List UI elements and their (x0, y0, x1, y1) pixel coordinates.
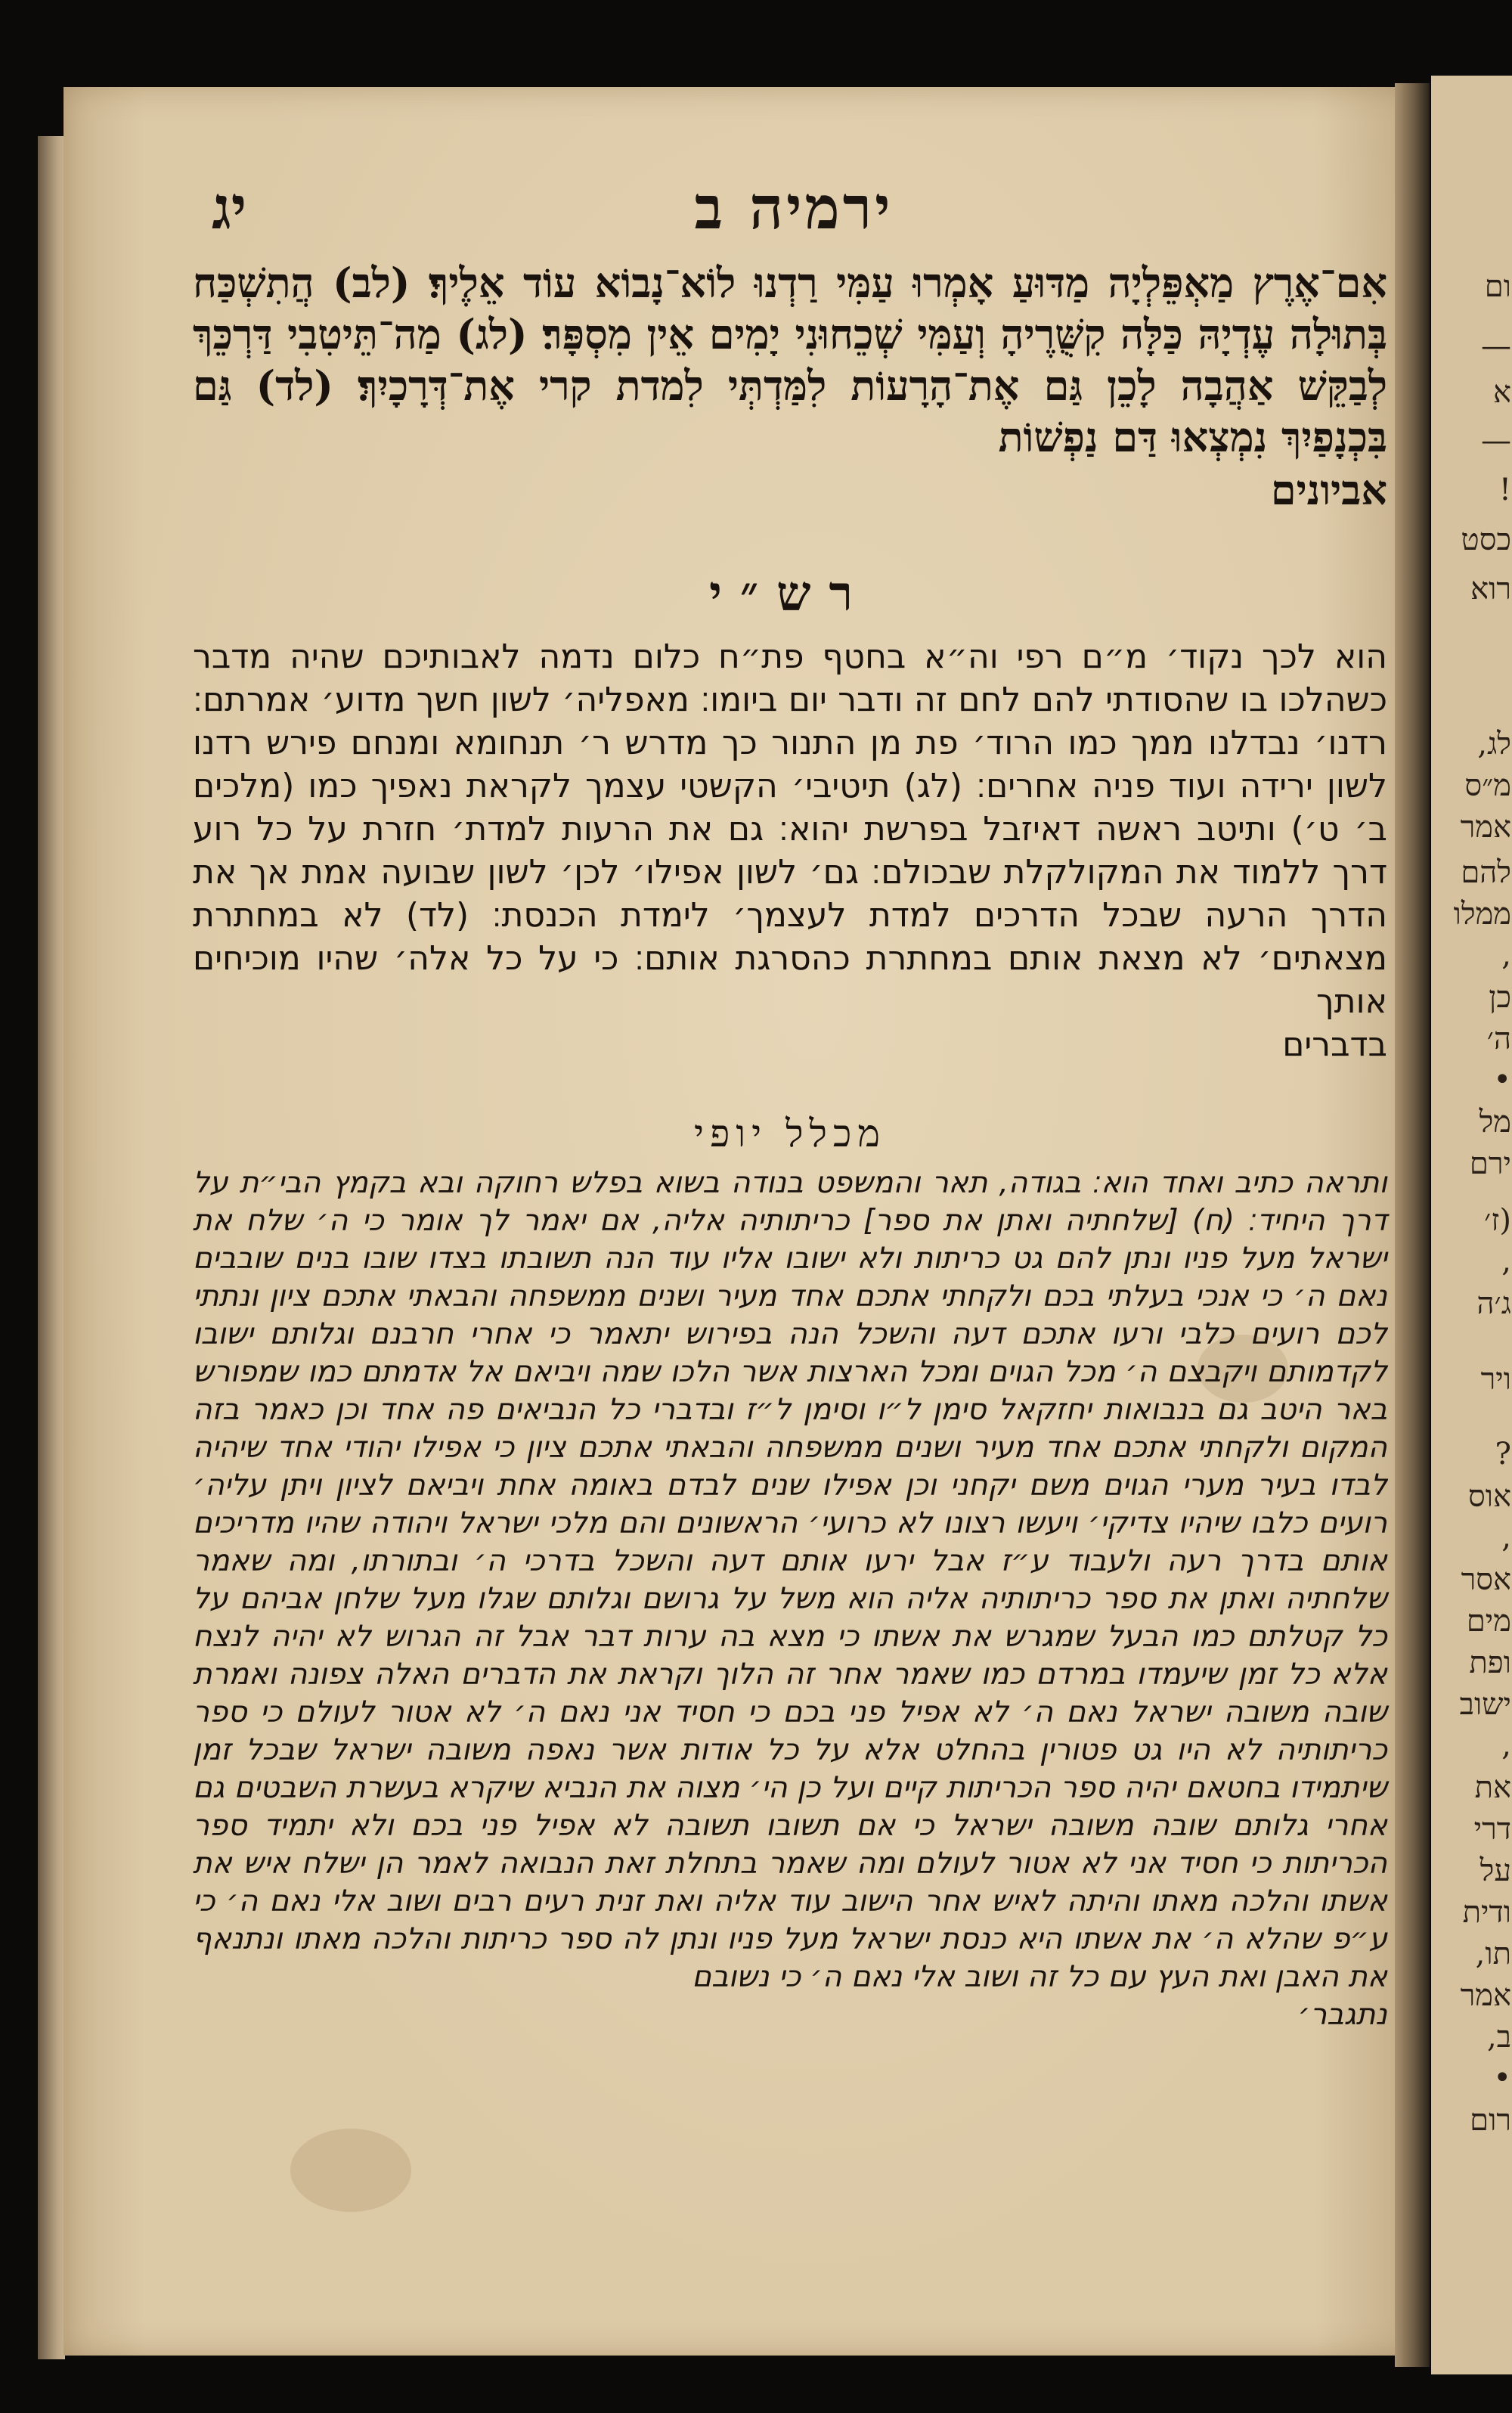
facing-fragment: ישוב (1459, 1687, 1511, 1722)
facing-fragment: (ז׳ (1484, 1203, 1511, 1238)
facing-fragment: • (1493, 1062, 1511, 1097)
facing-fragment: ב, (1487, 2020, 1511, 2055)
facing-fragment: א (1492, 375, 1511, 410)
facing-fragment: ופת (1469, 1645, 1511, 1680)
facing-fragment: את (1474, 1770, 1511, 1805)
facing-fragment: — (1481, 329, 1511, 364)
facing-fragment: ממלו (1453, 897, 1511, 932)
facing-fragment: ודית (1462, 1895, 1511, 1930)
facing-fragment: רוא (1470, 572, 1511, 606)
facing-fragment: , (1501, 938, 1511, 972)
facing-fragment: תו, (1475, 1937, 1511, 1971)
running-head: ירמיה ב (694, 174, 894, 243)
facing-fragment: דרי (1473, 1812, 1511, 1847)
rashi-last-line: בדברים (1282, 1025, 1387, 1064)
facing-fragment: כסט (1461, 523, 1511, 557)
facing-fragment: ום (1484, 269, 1511, 304)
bible-text (193, 257, 1387, 516)
facing-fragment: על (1479, 1853, 1511, 1888)
facing-fragment: אמר (1460, 1978, 1511, 2013)
rashi-heading: רש״י (709, 566, 871, 622)
facing-fragment: , (1501, 1520, 1511, 1555)
facing-fragment: רום (1470, 2103, 1511, 2138)
facing-fragment: מים (1466, 1604, 1511, 1639)
mikhlal-yofi-heading: מכלל יופי (694, 1112, 886, 1155)
facing-fragment: ה׳ (1486, 1022, 1511, 1056)
facing-fragment: כן (1489, 980, 1511, 1015)
rashi-commentary (193, 635, 1387, 1066)
facing-fragment: אסר (1461, 1562, 1511, 1597)
bible-last-line: אביונים (1270, 466, 1387, 514)
facing-fragment: להם (1461, 855, 1511, 890)
facing-page (1431, 76, 1512, 2374)
facing-fragment: ירם (1469, 1146, 1511, 1181)
facing-fragment: מל (1479, 1105, 1511, 1140)
facing-fragment: • (1493, 2061, 1511, 2095)
folio-number: יג (212, 174, 247, 243)
bible-verse-block: אִם־אֶרֶץ מַאְפֵּלְיָה מַדּוּעַ אָמְרוּ עַמִּי רַדְנוּ לוֹא־נָבוֹא עוֹד אֵלֶיךָ׃ (לב) הֲתִשְׁכַּח בְּתוּלָה עֶדְיָהּ כַּלָּה קִשֻּׁרֶיהָ וְעַמִּי שְׁכֵחוּנִי יָמִים אֵין מִסְפָּר׃ (לג) מַה־תֵּיטִבִי דַּרְכֵּךְ לְבַקֵּשׁ אַהֲבָה לָכֵן גַּם אֶת־הָרָעוֹת לִמַּדְתְּי לִמדת קרי אֶת־דְּרָכָיִךְ׃ (לד) גַּם בִּכְנָפַיִךְ נִמְצְאוּ דַּם נַפְשׁוֹת (193, 259, 1387, 461)
binding-gutter (1395, 83, 1430, 2367)
facing-fragment: ג׳ה (1476, 1286, 1511, 1321)
facing-fragment: אוס (1468, 1479, 1511, 1514)
rashi-body: הוא לכך נקוד׳ מ״ם רפי וה״א בחטף פת״ח כלום נדמה לאבותיכם שהיה מדבר כשהלכו בו שהסודתי להם לחם זה ודבר יום ביומו׃ מאפליה׳ לשון חשך מדוע׳ אמרתם׃ רדנו׳ נבדלנו ממך כמו הרוד׳ פת מן התנור כך מדרש ר׳ תנחומא ומנחם פירש רדנו לשון ירידה ועוד פניה אחרים׃ (לג) תיטיבי׳ הקשטי עצמך לקראת נאפיך כמו (מלכים ב׳ ט׳) ותיטב ראשה דאיזבל בפרשת יהוא׃ גם את הרעות למדת׳ חזרת על כל רוע דרך ללמוד את המקולקלת שבכולם׃ גם׳ לשון אפילו׳ לכן׳ לשון שבועה אמת אך את הדרך הרעה שבכל הדרכים למדת לעצמך׳ לימדת הכנסת׃ (לד) לא במחתרת מצאתים׳ לא מצאת אותם במחתרת כהסרגת אותם׃ כי על כל אלה׳ שהיו מוכיחים אותך (193, 637, 1387, 1021)
page-header (197, 174, 1391, 257)
facing-fragment: , (1501, 1244, 1511, 1279)
mikhlal-body: ותראה כתיב ואחד הוא׃ בגודה, תאר והמשפט בנודה בשוא בפלש רחוקה ובא בקמץ הבי״ת על דרך היחיד׃ (ח) [שלחתיה ואתן את ספר] כריתותיה אליה, אם יאמר לך אומר כי ה׳ שלח את ישראל מעל פניו ונתן להם גט כריתות ולא ישובו אליו עוד הנה תשובתו בצדו שובו בנים שובבים נאם ה׳ כי אנכי בעלתי בכם ולקחתי אתכם אחד מעיר ושנים ממשפחה והבאתי אתכם ציון ונתתי לכם רועים כלבי ורעו אתכם דעה והשכל הנה בפירוש יתאמר כי אחרי חרבנם וגלותם ישובו לקדמותם ויקבצם ה׳ מכל הגוים ומכל הארצות אשר הלכו שמה ויביאם אל אדמתם כמו שמפורש באר היטב גם בנבואות יחזקאל סימן ל״ו וסימן ל״ז ובדברי כל הנביאים פה אחד וכן כאמר בזה המקום ולקחתי אתכם אחד מעיר ושנים ממשפחה והבאתי אתכם ציון כי אפילו יהודי אחד שיהיה לבדו בעיר מערי הגוים משם יקחני וכן אפילו שנים לבדם באומה אחת ויביאם לציון ויתן עליה׳ רועים כלבו שיהיו צדיקי׳ ויעשו רצונו לא כרועי׳ הראשונים והם מלכי ישראל ויהודה שהיו מדריכים אותם בדרך רעה ולעבוד ע״ז אבל ירעו אותם דעה והשכל בדרכי ה׳ ובתורתו, ומה שאמר שלחתיה ואתן את ספר כריתותיה אליה הוא משל על גרושם וגלותם שגלו מעל שלחן אביהם על כל קטלתם כמו הבעל שמגרש את אשתו כי מצא בה ערות דבר אבל זה הגרוש לא יהיה לנצח אלא כל זמן שיעמדו במרדם כמו שאמר אחר זה הלוך וקראת את הדברים האלה צפונה ואמרת שובה משובה ישראל נאם ה׳ לא אפיל פני בכם כי חסיד אני נאם ה׳ לא אטור לעולם כי ספר כריתותיה לא היו גט פטורין בהחלט אלא על כל אודות אשר נאפה משובה ישראל שבכל זמן שיתמידו בחטאם יהיה ספר הכריתות קיים ועל כן הי׳ מצוה את הנביא שיקרא בעשרת השבטים גם אחרי גלותם שובה משובה ישראל כי אם תשובו תשובה לא אפיל פני בכם ולא יתמיד ספר הכריתות כי חסיד אני לא אטור לעולם ומה שאמר בתחלת זאת הנבואה לאמר הן ישלח איש את אשתו והלכה מאתו והיתה לאיש אחר הישוב עוד אליה ואת זנית רעים רבים ושוב אלי נאם ה׳ כי ע״פ שהלא ה׳ את אשתו היא כנסת ישראל מעל פניו ונתן לה ספר כריתות והלכה מאתו ונתנאף את האבן ואת העץ עם כל זה ושוב אלי נאם ה׳ כי נשובם (193, 1166, 1387, 1994)
facing-fragment: מ״ס (1464, 768, 1511, 803)
mikhlal-last-line: נתגבר׳ (1297, 1998, 1387, 2032)
mikhlal-yofi-commentary (193, 1165, 1387, 2034)
facing-fragment: ? (1495, 1437, 1511, 1472)
facing-fragment: , (1501, 1728, 1511, 1763)
facing-fragment: ויר (1480, 1362, 1511, 1397)
facing-fragment: לג, (1477, 727, 1511, 761)
facing-fragment: — (1481, 423, 1511, 458)
foxing-spot (290, 2129, 411, 2212)
facing-fragment: ! (1498, 473, 1511, 507)
facing-fragment: אמר (1460, 810, 1511, 845)
page-stack-edge (38, 136, 65, 2359)
